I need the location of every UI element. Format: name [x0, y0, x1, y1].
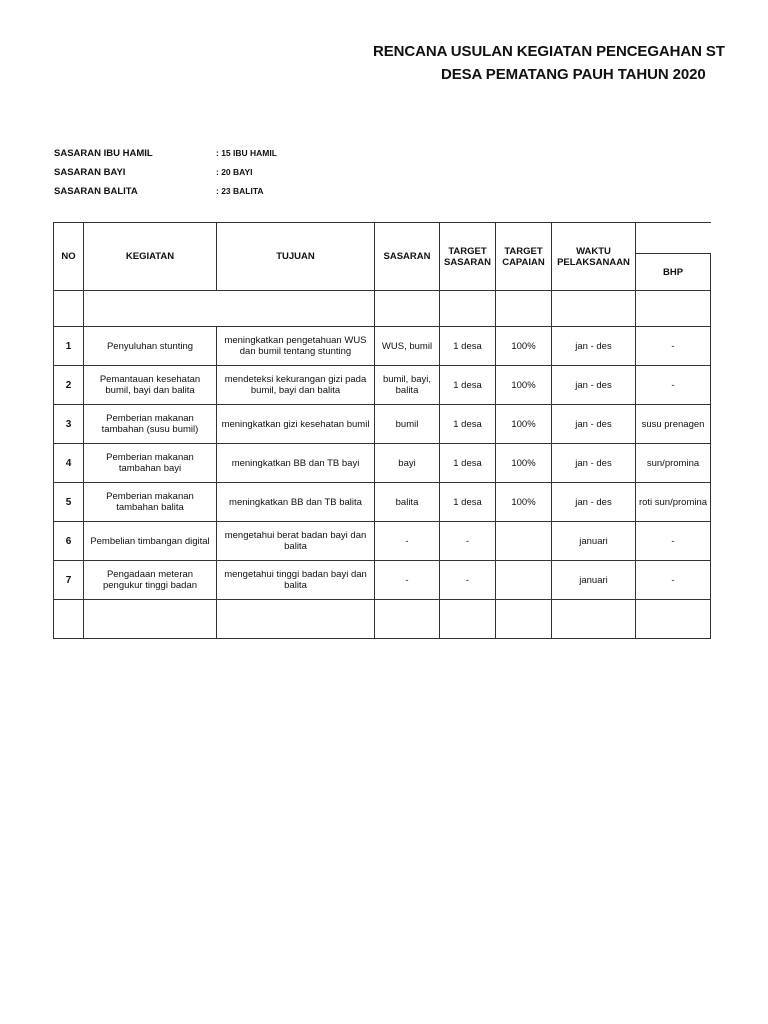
document-title-line-1: RENCANA USULAN KEGIATAN PENCEGAHAN ST	[373, 43, 725, 60]
empty-cell	[84, 291, 375, 327]
cell-sasaran: -	[375, 561, 440, 600]
target-value: : 20 BAYI	[216, 167, 253, 177]
cell-target-sasaran: 1 desa	[440, 405, 496, 444]
empty-cell	[217, 600, 375, 639]
cell-target-sasaran: 1 desa	[440, 327, 496, 366]
cell-kegiatan: Pengadaan meteran pengukur tinggi badan	[84, 561, 217, 600]
cell-kegiatan: Pemberian makanan tambahan (susu bumil)	[84, 405, 217, 444]
cell-target-capaian	[496, 561, 552, 600]
table-row	[54, 483, 711, 522]
cell-tujuan: mendeteksi kekurangan gizi pada bumil, bayi dan balita	[217, 366, 375, 405]
target-value: : 15 IBU HAMIL	[216, 148, 277, 158]
empty-cell	[636, 600, 711, 639]
cell-bhp: roti sun/promina	[636, 483, 711, 522]
header-target-sasaran: TARGET SASARAN	[440, 223, 496, 291]
cell-tujuan: meningkatkan pengetahuan WUS dan bumil tentang stunting	[217, 327, 375, 366]
cell-bhp: -	[636, 561, 711, 600]
cell-waktu: jan - des	[552, 327, 636, 366]
cell-waktu: januari	[552, 561, 636, 600]
cell-waktu: januari	[552, 522, 636, 561]
cell-waktu: jan - des	[552, 483, 636, 522]
empty-cell	[440, 291, 496, 327]
target-label: SASARAN IBU HAMIL	[54, 148, 153, 159]
cell-target-capaian: 100%	[496, 483, 552, 522]
cell-sasaran: -	[375, 522, 440, 561]
cell-no: 7	[54, 561, 84, 600]
cell-target-sasaran: -	[440, 522, 496, 561]
header-bhp: BHP	[636, 254, 711, 291]
cell-waktu: jan - des	[552, 405, 636, 444]
empty-cell	[496, 600, 552, 639]
cell-sasaran: balita	[375, 483, 440, 522]
cell-target-capaian: 100%	[496, 327, 552, 366]
cell-kegiatan: Pembelian timbangan digital	[84, 522, 217, 561]
empty-cell	[552, 291, 636, 327]
cell-kegiatan: Penyuluhan stunting	[84, 327, 217, 366]
empty-cell	[54, 291, 84, 327]
empty-cell	[375, 291, 440, 327]
cell-waktu: jan - des	[552, 366, 636, 405]
cell-tujuan: meningkatkan BB dan TB bayi	[217, 444, 375, 483]
table-row	[54, 561, 711, 600]
cell-tujuan: meningkatkan gizi kesehatan bumil	[217, 405, 375, 444]
empty-cell	[84, 600, 217, 639]
cell-no: 6	[54, 522, 84, 561]
target-label: SASARAN BALITA	[54, 186, 138, 197]
empty-cell	[636, 291, 711, 327]
header-kegiatan: KEGIATAN	[84, 223, 217, 291]
header-target-capaian: TARGET CAPAIAN	[496, 223, 552, 291]
cell-tujuan: meningkatkan BB dan TB balita	[217, 483, 375, 522]
empty-cell	[496, 291, 552, 327]
cell-bhp: sun/promina	[636, 444, 711, 483]
cell-bhp: -	[636, 327, 711, 366]
empty-cell	[375, 600, 440, 639]
cell-target-sasaran: 1 desa	[440, 366, 496, 405]
table-row	[54, 327, 711, 366]
cell-waktu: jan - des	[552, 444, 636, 483]
cell-bhp: -	[636, 522, 711, 561]
cell-target-sasaran: 1 desa	[440, 444, 496, 483]
header-no: NO	[54, 223, 84, 291]
cell-sasaran: bayi	[375, 444, 440, 483]
cell-no: 3	[54, 405, 84, 444]
cell-tujuan: mengetahui tinggi badan bayi dan balita	[217, 561, 375, 600]
table-row	[54, 405, 711, 444]
document-title-line-2: DESA PEMATANG PAUH TAHUN 2020	[441, 66, 706, 83]
header-tujuan: TUJUAN	[217, 223, 375, 291]
table-row	[54, 366, 711, 405]
cell-target-sasaran: 1 desa	[440, 483, 496, 522]
header-row	[54, 223, 711, 254]
cell-target-capaian: 100%	[496, 366, 552, 405]
cell-target-sasaran: -	[440, 561, 496, 600]
cell-kegiatan: Pemberian makanan tambahan balita	[84, 483, 217, 522]
empty-cell	[54, 600, 84, 639]
cell-target-capaian: 100%	[496, 405, 552, 444]
table-row	[54, 444, 711, 483]
table-row	[54, 522, 711, 561]
empty-cell	[552, 600, 636, 639]
header-sasaran: SASARAN	[375, 223, 440, 291]
cell-no: 4	[54, 444, 84, 483]
header-waktu: WAKTU PELAKSANAAN	[552, 223, 636, 291]
cell-no: 5	[54, 483, 84, 522]
cell-no: 1	[54, 327, 84, 366]
cell-sasaran: bumil	[375, 405, 440, 444]
cell-kegiatan: Pemberian makanan tambahan bayi	[84, 444, 217, 483]
target-value: : 23 BALITA	[216, 186, 264, 196]
cell-sasaran: WUS, bumil	[375, 327, 440, 366]
activity-plan-table	[53, 222, 711, 639]
spacer-row	[54, 291, 711, 327]
cell-tujuan: mengetahui berat badan bayi dan balita	[217, 522, 375, 561]
target-label: SASARAN BAYI	[54, 167, 126, 178]
cell-kegiatan: Pemantauan kesehatan bumil, bayi dan balita	[84, 366, 217, 405]
cell-bhp: susu prenagen	[636, 405, 711, 444]
cell-sasaran: bumil, bayi, balita	[375, 366, 440, 405]
cell-target-capaian: 100%	[496, 444, 552, 483]
empty-cell	[440, 600, 496, 639]
cell-target-capaian	[496, 522, 552, 561]
empty-row	[54, 600, 711, 639]
cell-no: 2	[54, 366, 84, 405]
header-group-blank	[636, 223, 711, 254]
cell-bhp: -	[636, 366, 711, 405]
